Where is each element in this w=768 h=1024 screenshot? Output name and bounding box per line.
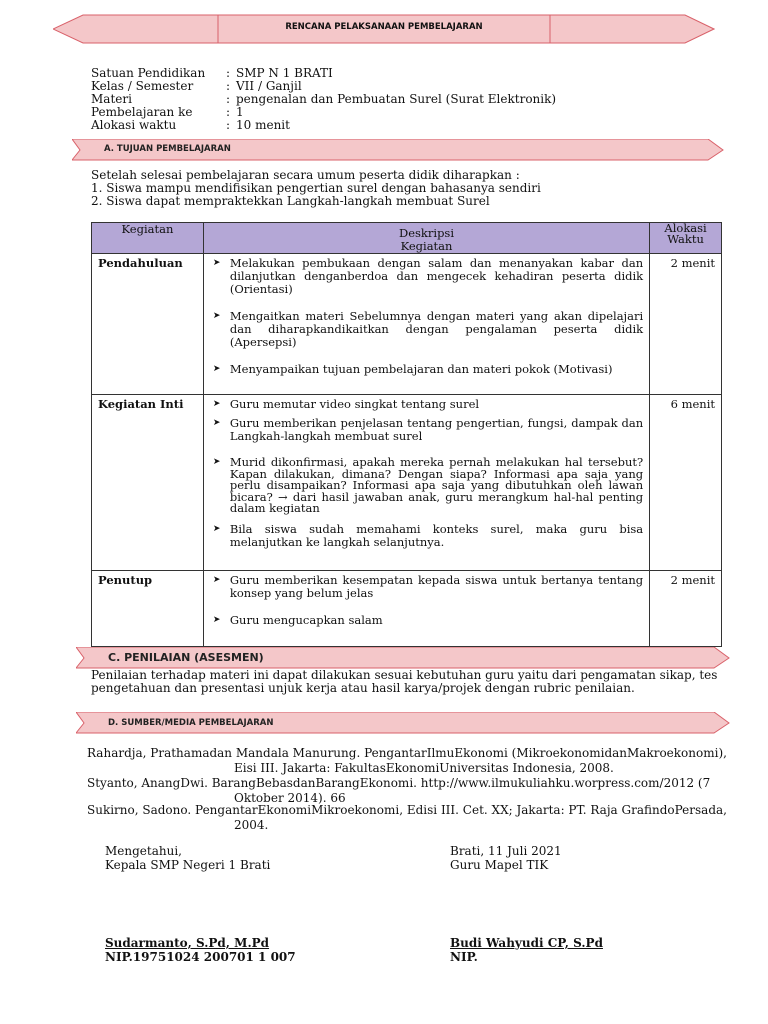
identity-key: Kelas / Semester	[91, 79, 194, 93]
section-a-title: A. TUJUAN PEMBELAJARAN	[104, 144, 231, 154]
header-kegiatan: Kegiatan	[92, 223, 204, 254]
section-d-title: D. SUMBER/MEDIA PEMBELAJARAN	[108, 718, 274, 728]
identity-value: SMP N 1 BRATI	[236, 66, 333, 80]
header-deskripsi: Deskripsi Kegiatan	[203, 223, 649, 254]
table-row	[92, 254, 722, 395]
identity-row: Materi : pengenalan dan Pembuatan Surel (Surat Elektronik)	[91, 92, 557, 106]
identity-key: Satuan Pendidikan	[91, 66, 206, 80]
list-item: ➤ Guru memutar video singkat tentang surel	[204, 398, 643, 411]
list-item: ➤ Mengaitkan materi Sebelumnya dengan materi yang akan dipelajari dan diharapkandikaitkan dengan pengalaman peserta didik (Apersepsi)	[204, 310, 643, 349]
section-d-ribbon	[76, 712, 730, 734]
list-item: ➤ Menyampaikan tujuan pembelajaran dan materi pokok (Motivasi)	[204, 363, 643, 376]
tujuan-intro: Setelah selesai pembelajaran secara umum peserta didik diharapkan :	[91, 168, 520, 182]
identity-value: 10 menit	[236, 118, 290, 132]
identity-row: Pembelajaran ke : 1	[91, 106, 556, 119]
row-kegiatan: Pendahuluan	[92, 254, 204, 395]
table-header-row	[92, 223, 722, 254]
list-item: ➤ Melakukan pembukaan dengan salam dan menanyakan kabar dan dilanjutkan denganberdoa dan mengecek kehadiran peserta didik (Orientasi)	[204, 257, 643, 296]
table-row	[92, 395, 722, 571]
header-banner	[53, 14, 715, 44]
section-c-title: C. PENILAIAN (ASESMEN)	[108, 651, 264, 664]
identity-value: VII / Ganjil	[236, 79, 302, 93]
row-waktu: 2 menit	[650, 571, 722, 647]
list-item: ➤ Guru memberikan penjelasan tentang pengertian, fungsi, dampak dan Langkah-langkah membuat surel	[204, 417, 643, 443]
signer-left: Sudarmanto, S.Pd, M.Pd NIP.19751024 200701 1 007	[105, 936, 296, 964]
row-deskripsi	[203, 395, 649, 571]
row-deskripsi	[203, 254, 649, 395]
identity-key: Materi	[91, 92, 132, 106]
reference-item: Rahardja, Prathamadan Mandala Manurung. PengantarIlmuEkonomi (MikroekonomidanMakroekonomi), Eisi III. Jakarta: FakultasEkonomiUniversitas Indonesia, 2008.	[87, 746, 727, 775]
tujuan-item: 1. Siswa mampu mendifisikan pengertian surel dengan bahasanya sendiri	[91, 181, 541, 195]
signer-right: Budi Wahyudi CP, S.Pd NIP.	[450, 936, 603, 964]
signature-right: Brati, 11 Juli 2021 Guru Mapel TIK	[450, 844, 562, 872]
row-deskripsi	[203, 571, 649, 647]
page-title: RENCANA PELAKSANAAN PEMBELAJARAN	[285, 22, 483, 32]
identity-row: Kelas / Semester : VII / Ganjil	[91, 80, 556, 93]
list-item: ➤ Murid dikonfirmasi, apakah mereka pernah melakukan hal tersebut? Kapan dilakukan, dimana? Dengan siapa? Informasi apa saja yang perlu disampaikan? Informasi apa saja yang dibutuhkan oleh lawan bicara? → dari hasil jawaban anak, guru merangkum hal-hal penting dalam kegiatan	[204, 457, 643, 515]
identity-row: Satuan Pendidikan : SMP N 1 BRATI	[91, 67, 556, 80]
tujuan-item: 2. Siswa dapat mempraktekkan Langkah-langkah membuat Surel	[91, 194, 490, 208]
table-row	[92, 571, 722, 647]
activity-table	[91, 222, 722, 647]
row-kegiatan: Penutup	[92, 571, 204, 647]
list-item: ➤ Bila siswa sudah memahami konteks surel, maka guru bisa melanjutkan ke langkah selanjutnya.	[204, 523, 643, 549]
penilaian-text: Penilaian terhadap materi ini dapat dilakukan sesuai kebutuhan guru yaitu dari pengamatan sikap, tes pengetahuan dan presentasi unjuk kerja atau hasil karya/projek dengan rubric penilaian.	[91, 668, 718, 695]
section-a-ribbon	[72, 139, 724, 161]
signature-left: Mengetahui, Kepala SMP Negeri 1 Brati	[105, 844, 271, 872]
row-waktu: 6 menit	[650, 395, 722, 571]
header-alokasi: Alokasi Waktu	[650, 223, 722, 254]
identity-value: 1	[236, 105, 244, 119]
row-kegiatan: Kegiatan Inti	[92, 395, 204, 571]
reference-item: Styanto, AnangDwi. BarangBebasdanBarangEkonomi. http://www.ilmukuliahku.worpress.com/2012 (7 Oktober 2014). 66	[87, 776, 711, 805]
list-item: ➤ Guru memberikan kesempatan kepada siswa untuk bertanya tentang konsep yang belum jelas	[204, 574, 643, 600]
identity-row: Alokasi waktu : 10 menit	[91, 119, 556, 132]
identity-key: Pembelajaran ke	[91, 105, 193, 119]
identity-block	[91, 67, 556, 132]
row-waktu: 2 menit	[650, 254, 722, 395]
section-c-ribbon	[76, 647, 730, 669]
list-item: ➤ Guru mengucapkan salam	[204, 614, 643, 627]
identity-key: Alokasi waktu	[91, 118, 177, 132]
reference-item: Sukirno, Sadono. PengantarEkonomiMikroekonomi, Edisi III. Cet. XX; Jakarta: PT. Raja GrafindoPersada, 2004.	[87, 803, 727, 832]
identity-value: pengenalan dan Pembuatan Surel (Surat Elektronik)	[236, 92, 557, 106]
